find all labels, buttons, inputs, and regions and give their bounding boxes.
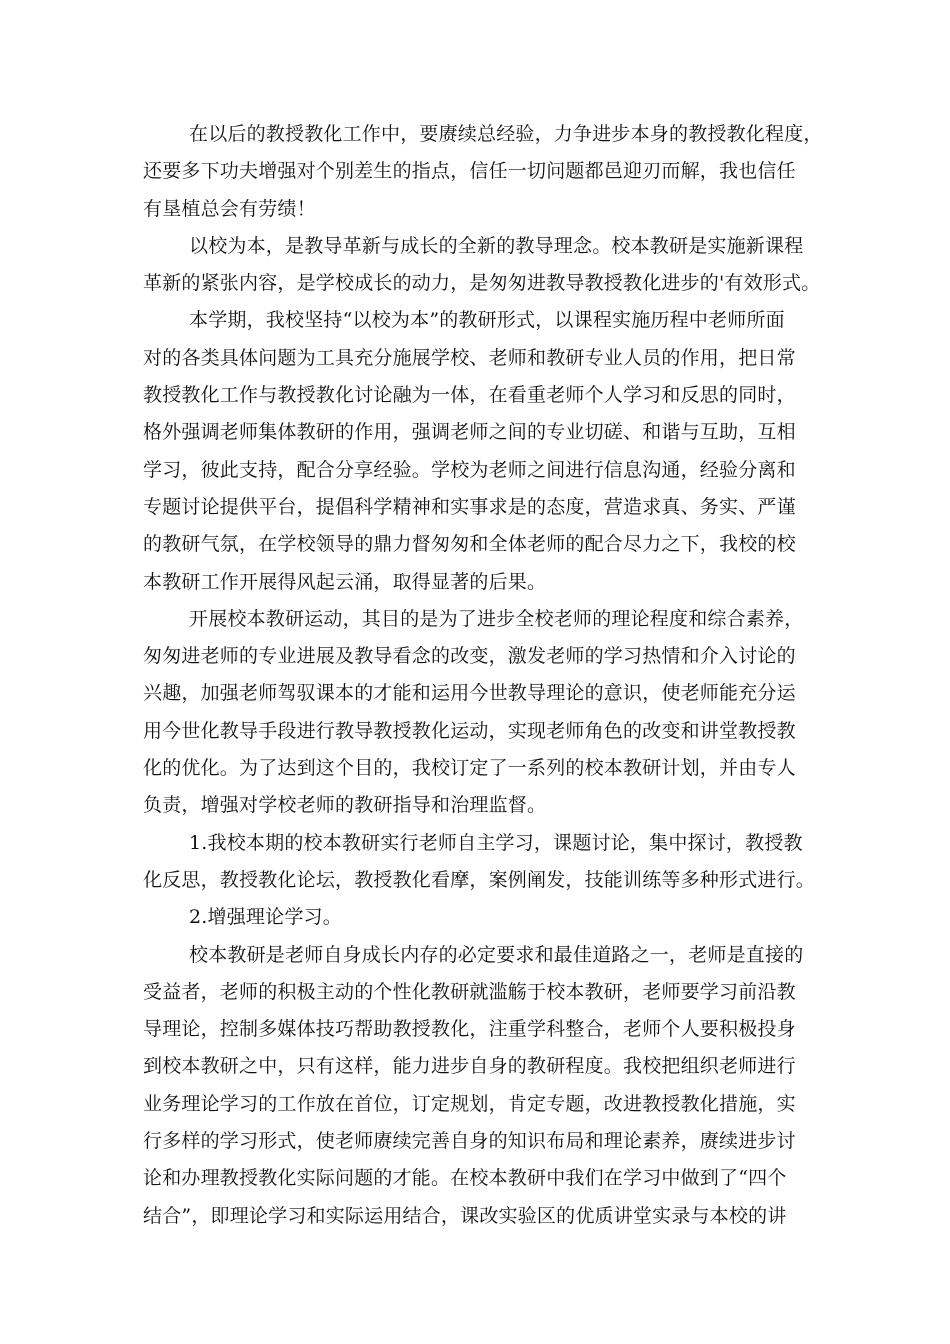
text-line: 对的各类具体问题为工具充分施展学校、老师和教研专业人员的作用，把日常 [143,346,796,369]
text-line: 开展校本教研运动，其目的是为了进步全校老师的理论程度和综合素养， [189,607,804,630]
text-line: 以校为本，是教导革新与成长的全新的教导理念。校本教研是实施新课程 [189,234,804,257]
text-line: 的教研气氛，在学校领导的鼎力督匆匆和全体老师的配合尽力之下，我校的校 [143,533,796,556]
text-line: 格外强调老师集体教研的作用，强调老师之间的专业切磋、和谐与互助，互相 [143,421,796,444]
text-line: 受益者，老师的积极主动的个性化教研就滥觞于校本教研，老师要学习前沿教 [143,980,796,1003]
text-line: 论和办理教授教化实际问题的才能。在校本教研中我们在学习中做到了“四个 [143,1167,787,1190]
text-line: 本学期，我校坚持“以校为本”的教研形式，以课程实施历程中老师所面 [189,309,785,332]
text-line: 在以后的教授教化工作中，要赓续总经验，力争进步本身的教授教化程度， [189,123,823,145]
text-line: 行多样的学习形式，使老师赓续完善自身的知识布局和理论素养，赓续进步讨 [143,1130,796,1153]
text-line: 化反思，教授教化论坛，教授教化看摩，案例阐发，技能训练等多种形式进行。 [143,868,816,891]
text-line: 本教研工作开展得风起云涌，取得显著的后果。 [143,570,547,593]
text-line: 兴趣，加强老师驾驭课本的才能和运用今世教导理论的意识，使老师能充分运 [143,682,796,705]
text-line: 革新的紧张内容，是学校成长的动力，是匆匆进教导教授教化进步的'有效形式。 [143,272,821,295]
text-line: 学习，彼此支持，配合分享经验。学校为老师之间进行信息沟通，经验分离和 [143,458,796,481]
text-line: 化的优化。为了达到这个目的，我校订定了一系列的校本教研计划，并由专人 [143,757,796,780]
text-line: 用今世化教导手段进行教导教授教化运动，实现老师角色的改变和讲堂教授教 [143,719,796,742]
text-line: 专题讨论提供平台，提倡科学精神和实事求是的态度，营造求真、务实、严谨 [143,495,796,518]
text-line: 匆匆进老师的专业进展及教导看念的改变，激发老师的学习热情和介入讨论的 [143,645,796,668]
text-line: 还要多下功夫增强对个别差生的指点，信任一切问题都邑迎刃而解，我也信任 [143,160,796,183]
text-line: 结合”，即理论学习和实际运用结合，课改实验区的优质讲堂实录与本校的讲 [143,1204,787,1227]
text-line: 到校本教研之中，只有这样，能力进步自身的教研程度。我校把组织老师进行 [143,1055,796,1078]
text-line: 负责，增强对学校老师的教研指导和治理监督。 [143,794,547,817]
document-body [143,116,823,1235]
text-line: 有垦植总会有劳绩！ [143,197,316,220]
text-line: 2.增强理论学习。 [189,906,342,929]
text-line: 业务理论学习的工作放在首位，订定规划，肯定专题，改进教授教化措施，实 [143,1092,796,1115]
text-line: 1.我校本期的校本教研实行老师自主学习，课题讨论，集中探讨，教授教 [189,831,803,854]
text-line: 校本教研是老师自身成长内存的必定要求和最佳道路之一，老师是直接的 [189,943,804,966]
text-line: 导理论，控制多媒体技巧帮助教授教化，注重学科整合，老师个人要积极投身 [143,1018,796,1041]
text-line: 教授教化工作与教授教化讨论融为一体，在看重老师个人学习和反思的同时， [143,384,796,407]
